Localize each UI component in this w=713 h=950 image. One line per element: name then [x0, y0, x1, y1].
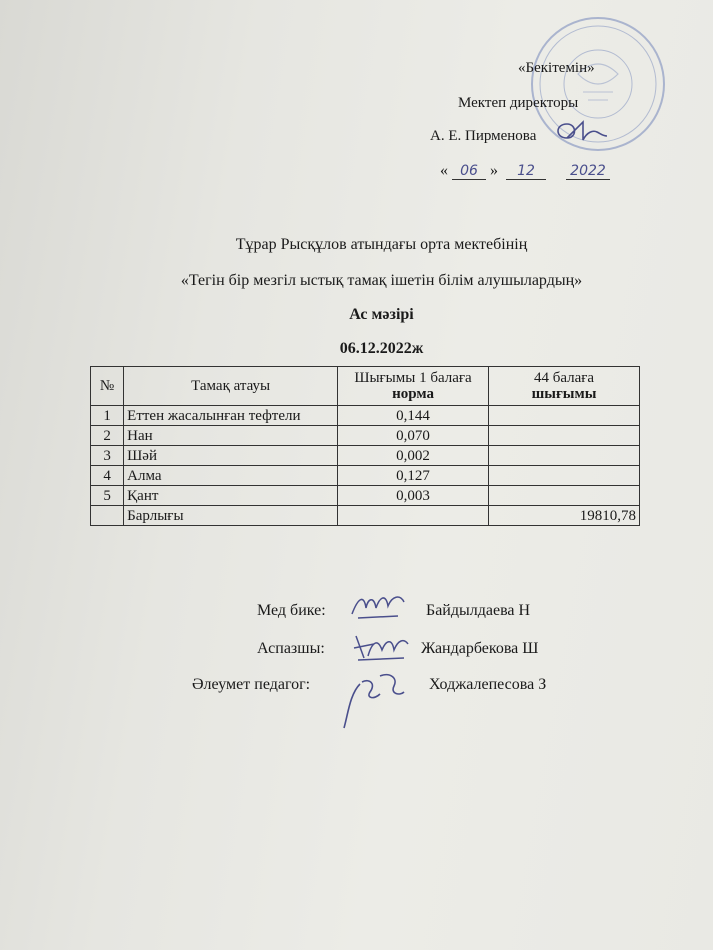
date-day: 06 — [452, 163, 486, 180]
school-heading: Тұрар Рысқұлов атындағы орта мектебінің — [235, 236, 528, 253]
header-norm-line2: норма — [392, 386, 434, 402]
subtitle-heading: «Тегін бір мезгіл ыстық тамақ ішетін білім алушылардың» — [180, 272, 583, 289]
row-name: Шәй — [124, 446, 338, 466]
signature-row-nurse — [257, 602, 326, 620]
row-no: 5 — [91, 486, 124, 506]
table-row — [91, 446, 640, 466]
director-name: А. Е. Пирменова — [430, 128, 537, 144]
director-signature-icon — [553, 118, 609, 148]
row-total — [489, 446, 640, 466]
signature-row-social — [192, 676, 310, 694]
director-position: Мектеп директоры — [458, 95, 579, 111]
row-name: Еттен жасалынған тефтели — [124, 406, 338, 426]
menu-table — [90, 366, 640, 526]
summary-label: Барлығы — [124, 506, 338, 526]
signature-role: Аспазшы: — [257, 640, 325, 657]
date-open-quote: « — [440, 162, 448, 179]
row-name: Қант — [124, 486, 338, 506]
signature-role: Мед бике: — [257, 602, 326, 619]
summary-total: 19810,78 — [489, 506, 640, 526]
row-total — [489, 466, 640, 486]
row-name: Алма — [124, 466, 338, 486]
row-no: 3 — [91, 446, 124, 466]
table-row — [91, 406, 640, 426]
row-norm: 0,070 — [338, 426, 489, 446]
menu-title: Ас мәзірі — [349, 306, 414, 323]
row-total — [489, 486, 640, 506]
row-norm: 0,127 — [338, 466, 489, 486]
table-header-row — [91, 367, 640, 406]
approve-label: «Бекітемін» — [518, 60, 595, 76]
header-name: Тамақ атауы — [124, 367, 338, 406]
date-month: 12 — [506, 163, 546, 180]
row-no: 2 — [91, 426, 124, 446]
signature-role: Әлеумет педагог: — [192, 676, 311, 693]
row-norm: 0,003 — [338, 486, 489, 506]
cook-signature-icon — [350, 628, 412, 662]
date-close-quote: » — [490, 162, 498, 179]
signature-name-cook: Жандарбекова Ш — [421, 640, 539, 657]
row-no: 1 — [91, 406, 124, 426]
signature-name-nurse: Байдылдаева Н — [426, 602, 531, 619]
table-row — [91, 466, 640, 486]
row-name: Нан — [124, 426, 338, 446]
signature-row-cook — [257, 640, 325, 658]
header-total-line1: 44 балаға — [533, 370, 595, 386]
row-total — [489, 426, 640, 446]
header-norm-line1: Шығымы 1 балаға — [354, 370, 472, 386]
row-total — [489, 406, 640, 426]
signature-name-social: Ходжалепесова З — [429, 676, 547, 693]
nurse-signature-icon — [348, 588, 408, 622]
header-total — [489, 367, 640, 406]
header-no: № — [91, 367, 124, 406]
approval-date — [440, 162, 610, 180]
table-summary-row — [91, 506, 640, 526]
summary-norm — [338, 506, 489, 526]
table-row — [91, 426, 640, 446]
header-total-line2: шығымы — [531, 386, 597, 402]
row-norm: 0,002 — [338, 446, 489, 466]
social-signature-icon — [340, 664, 410, 734]
summary-no — [91, 506, 124, 526]
header-norm — [338, 367, 489, 406]
row-norm: 0,144 — [338, 406, 489, 426]
date-year: 2022 — [566, 163, 610, 180]
row-no: 4 — [91, 466, 124, 486]
menu-date: 06.12.2022ж — [339, 340, 424, 357]
table-row — [91, 486, 640, 506]
